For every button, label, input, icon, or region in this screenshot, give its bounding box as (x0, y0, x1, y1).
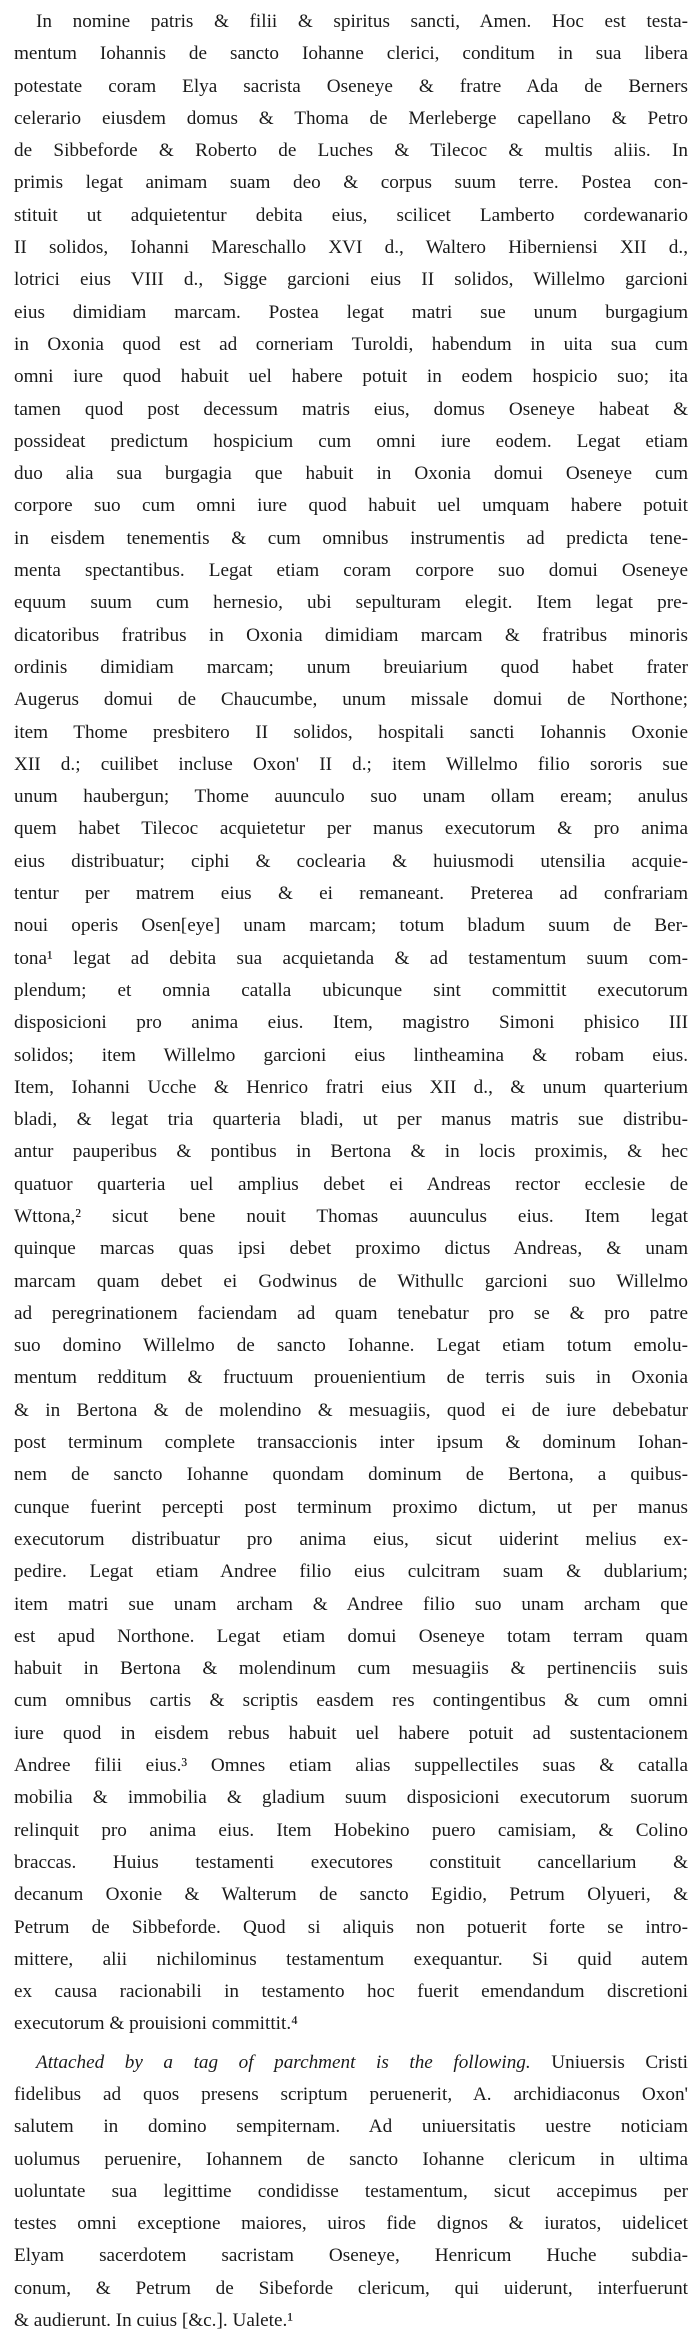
text-line: cum omnibus cartis & scriptis easdem res contingentibus & cum omni (14, 1690, 688, 1712)
text-line: corpore suo cum omni iure quod habuit uel umquam habere potuit (14, 495, 688, 517)
text-line: ex causa racionabili in testamento hoc fuerit emendandum discretioni (14, 1981, 688, 2003)
text-line: XII d.; cuilibet incluse Oxon' II d.; item Willelmo filio sororis sue (14, 753, 688, 775)
text-line: omni iure quod habuit uel habere potuit in eodem hospicio suo; ita (14, 366, 688, 388)
text-line: item Thome presbitero II solidos, hospitali sancti Iohannis Oxonie (14, 721, 688, 743)
text-line: lotrici eius VIII d., Sigge garcioni eius II solidos, Willelmo garcioni (14, 269, 688, 291)
text-line: II solidos, Iohanni Mareschallo XVI d., Waltero Hiberniensi XII d., (14, 237, 688, 259)
text-line (14, 2047, 688, 2079)
text-line: cunque fuerint percepti post terminum proximo dictum, ut per manus (14, 1496, 688, 1518)
text-line: equum suum cum hernesio, ubi sepulturam elegit. Item legat pre- (14, 592, 688, 614)
text-line: nem de sancto Iohanne quondam dominum de Bertona, a quibus- (14, 1464, 688, 1486)
text-line: tona¹ legat ad debita sua acquietanda & ad testamentum suum com- (14, 947, 688, 969)
text-line: mentum Iohannis de sancto Iohanne clerici, conditum in sua libera (14, 43, 688, 65)
text-line: in eisdem tenementis & cum omnibus instrumentis ad predicta tene- (14, 527, 688, 549)
text-line: bladi, & legat tria quarteria bladi, ut per manus matris sue distribu- (14, 1109, 688, 1131)
text-line: & in Bertona & de molendino & mesuagiis, quod ei de iure debebatur (14, 1399, 688, 1421)
text-line: post terminum complete transaccionis inter ipsum & dominum Iohan- (14, 1432, 688, 1454)
text-line: ordinis dimidiam marcam; unum breuiarium quod habet frater (14, 656, 688, 678)
text-line: iure quod in eisdem rebus habuit uel habere potuit ad sustentacionem (14, 1722, 688, 1744)
text-line: conum, & Petrum de Sibeforde clericum, qui uiderunt, interfuerunt (14, 2277, 688, 2299)
text-line: marcam quam debet ei Godwinus de Withullc garcioni suo Willelmo (14, 1270, 688, 1292)
text-line: in Oxonia quod est ad corneriam Turoldi, habendum in uita sua cum (14, 333, 688, 355)
text-line: quem habet Tilecoc acquietetur per manus executorum & pro anima (14, 818, 688, 840)
text-line: ad peregrinationem faciendam ad quam tenebatur pro se & pro patre (14, 1302, 688, 1324)
text-line: executorum distribuatur pro anima eius, sicut uiderint melius ex- (14, 1528, 688, 1550)
text-line: quinque marcas quas ipsi debet proximo dictus Andreas, & unam (14, 1238, 688, 1260)
text-line: de Sibbeforde & Roberto de Luches & Tilecoc & multis aliis. In (14, 140, 688, 162)
text-line: relinquit pro anima eius. Item Hobekino puero camisiam, & Colino (14, 1819, 688, 1841)
text-line: & audierunt. In cuius [&c.]. Ualete.¹ (14, 2310, 294, 2332)
text-line: Wttona,² sicut bene nouit Thomas auunculus eius. Item legat (14, 1205, 688, 1227)
text-line: primis legat animam suam deo & corpus suum terre. Postea con- (14, 172, 688, 194)
text-line: Item, Iohanni Ucche & Henrico fratri eius XII d., & unum quarterium (14, 1076, 688, 1098)
text-line: Andree filii eius.³ Omnes etiam alias suppellectiles suas & catalla (14, 1755, 688, 1777)
text-line: unum haubergun; Thome auunculo suo unam ollam eream; anulus (14, 786, 688, 808)
text-line: stituit ut adquietentur debita eius, scilicet Lamberto cordewanario (14, 204, 688, 226)
text-line: braccas. Huius testamenti executores constituit cancellarium & (14, 1851, 688, 1873)
text-line: suo domino Willelmo de sancto Iohanne. Legat etiam totum emolu- (14, 1335, 688, 1357)
text-line: decanum Oxonie & Walterum de sancto Egidio, Petrum Olyueri, & (14, 1884, 688, 1906)
text-line: item matri sue unam archam & Andree filio suo unam archam que (14, 1593, 688, 1615)
text-line: dicatoribus fratribus in Oxonia dimidiam marcam & fratribus minoris (14, 624, 688, 646)
text-line: mittere, alii nichilominus testamentum exequantur. Si quid autem (14, 1948, 688, 1970)
text-line: quatuor quarteria uel amplius debet ei Andreas rector ecclesie de (14, 1173, 688, 1195)
text-line: eius distribuatur; ciphi & coclearia & huiusmodi utensilia acquie- (14, 850, 688, 872)
text-line: testes omni exceptione maiores, uiros fide dignos & iuratos, uidelicet (14, 2213, 688, 2235)
text-line: eius dimidiam marcam. Postea legat matri sue unum burgagium (14, 301, 688, 323)
text-line: duo alia sua burgagia que habuit in Oxonia domui Oseneye cum (14, 463, 688, 485)
text-line: Elyam sacerdotem sacristam Oseneye, Henricum Huche subdia- (14, 2245, 688, 2267)
attachment-paragraph (14, 2047, 688, 2337)
text-line: Petrum de Sibbeforde. Quod si aliquis non potuerit forte se intro- (14, 1916, 688, 1938)
text-line: pedire. Legat etiam Andree filio eius culcitram suam & dublarium; (14, 1561, 688, 1583)
text-line: menta spectantibus. Legat etiam coram corpore suo domui Oseneye (14, 560, 688, 582)
text-line: tentur per matrem eius & ei remaneant. Preterea ad confrariam (14, 883, 688, 905)
text-line: Augerus domui de Chaucumbe, unum missale domui de Northone; (14, 689, 688, 711)
text-line: possideat predictum hospicium cum omni iure eodem. Legat etiam (14, 430, 688, 452)
text-line: mentum redditum & fructuum prouenientium de terris suis in Oxonia (14, 1367, 688, 1389)
text-line: habuit in Bertona & molendinum cum mesuagiis & pertinenciis suis (14, 1658, 688, 1680)
text-line: fidelibus ad quos presens scriptum peruenerit, A. archidiaconus Oxon' (14, 2084, 688, 2105)
text-line: potestate coram Elya sacrista Oseneye & fratre Ada de Berners (14, 75, 688, 97)
text-line: executorum & prouisioni committit.⁴ (14, 2013, 298, 2035)
text-line: plendum; et omnia catalla ubicunque sint committit executorum (14, 979, 688, 1001)
text-line: uoluntate sua legittime condidisse testamentum, sicut accepimus per (14, 2180, 688, 2202)
text-line: est apud Northone. Legat etiam domui Oseneye totam terram quam (14, 1625, 688, 1647)
text-line: antur pauperibus & pontibus in Bertona & in locis proximis, & hec (14, 1141, 688, 1163)
attachment-lead: Attached by a tag of parchment is the following. (36, 2051, 531, 2073)
attachment-lead-rest: Uniuersis Cristi (530, 2051, 688, 2073)
text-line: disposicioni pro anima eius. Item, magistro Simoni phisico III (14, 1012, 688, 1034)
text-line: tamen quod post decessum matris eius, domus Oseneye habeat & (14, 398, 688, 420)
text-line: uolumus peruenire, Iohannem de sancto Iohanne clericum in ultima (14, 2148, 688, 2170)
text-line: solidos; item Willelmo garcioni eius lintheamina & robam eius. (14, 1044, 688, 1066)
text-line: noui operis Osen[eye] unam marcam; totum bladum suum de Ber- (14, 915, 688, 937)
text-line: mobilia & immobilia & gladium suum disposicioni executorum suorum (14, 1787, 688, 1809)
text-line: In nomine patris & filii & spiritus sancti, Amen. Hoc est testa- (36, 11, 688, 32)
text-line: celerario eiusdem domus & Thoma de Merleberge capellano & Petro (14, 107, 688, 129)
text-line: salutem in domino sempiternam. Ad uniuersitatis uestre noticiam (14, 2116, 688, 2138)
testament-paragraph (14, 6, 688, 2041)
